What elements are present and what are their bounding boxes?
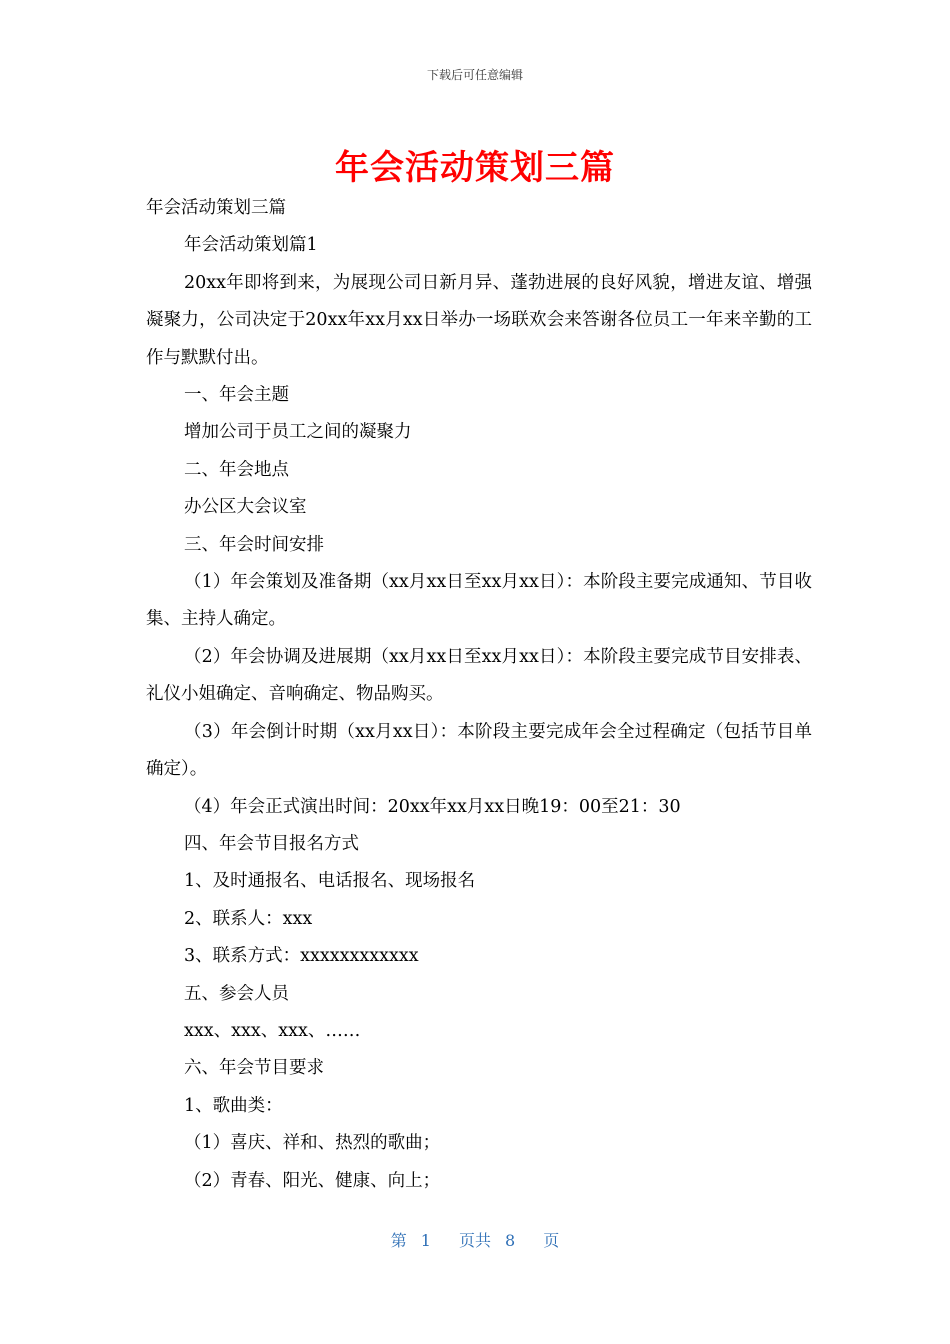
paragraph: （2）年会协调及进展期（xx月xx日至xx月xx日）：本阶段主要完成节目安排表、礼仪小姐确定、音响确定、物品购买。: [146, 646, 812, 705]
footer-label-of: 页共: [458, 1231, 491, 1250]
document-title: 年会活动策划三篇: [335, 148, 615, 188]
paragraph: （2）青春、阳光、健康、向上；: [184, 1170, 441, 1191]
paragraph: （1）年会策划及准备期（xx月xx日至xx月xx日）：本阶段主要完成通知、节目收集、主持人确定。: [146, 572, 812, 630]
paragraph: 办公区大会议室: [184, 497, 307, 518]
paragraph: 20xx年即将到来，为展现公司日新月异、蓬勃进展的良好风貌，增进友谊、增强凝聚力，公司决定于20xx年xx月xx日举办一场联欢会来答谢各位员工一年来辛勤的工作与默默付出。: [146, 272, 812, 368]
paragraph: 1、歌曲类：: [184, 1095, 283, 1116]
paragraph: 四、年会节目报名方式: [184, 833, 359, 854]
paragraph: 二、年会地点: [184, 459, 289, 480]
paragraph: 2、联系人：xxx: [184, 908, 313, 929]
paragraph: 3、联系方式：xxxxxxxxxxxx: [184, 946, 419, 967]
paragraph: （1）喜庆、祥和、热烈的歌曲；: [184, 1133, 441, 1154]
footer-label-end: 页: [543, 1231, 560, 1250]
paragraph: 年会活动策划三篇: [146, 198, 286, 218]
footer-total-pages: 8: [505, 1231, 516, 1250]
paragraph: 五、参会人员: [184, 983, 289, 1004]
footer-label-page: 第: [390, 1231, 407, 1250]
page-header-note: 下载后可任意编辑: [426, 68, 523, 82]
paragraph: 六、年会节目要求: [184, 1058, 324, 1079]
paragraph: （3）年会倒计时期（xx月xx日）：本阶段主要完成年会全过程确定（包括节目单确定）。: [146, 721, 812, 780]
paragraph: 1、及时通报名、电话报名、现场报名: [184, 871, 476, 892]
footer-current-page: 1: [420, 1231, 431, 1250]
paragraph: 增加公司于员工之间的凝聚力: [184, 422, 412, 443]
paragraph: 一、年会主题: [184, 385, 289, 406]
document-body: [146, 190, 812, 1200]
paragraph: （4）年会正式演出时间：20xx年xx月xx日晚19：00至21：30: [184, 796, 681, 817]
paragraph: xxx、xxx、xxx、……: [184, 1020, 361, 1041]
paragraph: 年会活动策划篇1: [184, 235, 318, 256]
page-footer: [0, 1228, 950, 1251]
paragraph: 三、年会时间安排: [184, 534, 324, 555]
